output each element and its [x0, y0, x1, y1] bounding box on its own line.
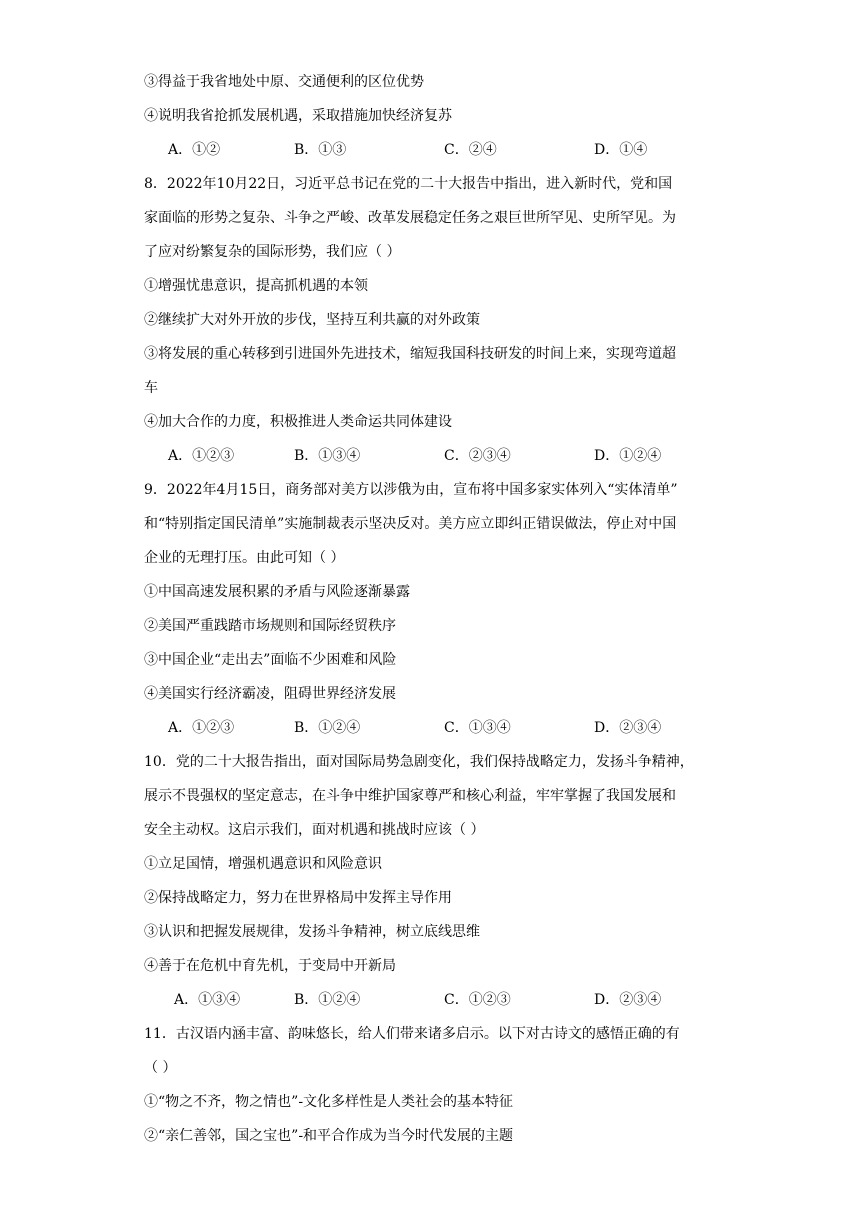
choice-statement: ③认识和把握发展规律，发扬斗争精神，树立底线思维 — [144, 924, 480, 940]
option-d: D．①④ — [594, 142, 648, 158]
text-line: ③得益于我省地处中原、交通便利的区位优势 — [144, 74, 424, 90]
question-text: 8．2022年10月22日，习近平总书记在党的二十大报告中指出，进入新时代，党和国 — [144, 176, 673, 192]
option-a: A．①③④ — [174, 992, 241, 1008]
option-c: C．①②③ — [444, 992, 511, 1008]
choice-statement: 车 — [144, 380, 158, 396]
choice-statement: ③将发展的重心转移到引进国外先进技术，缩短我国科技研发的时间上来，实现弯道超 — [144, 346, 676, 362]
option-c: C．①③④ — [444, 720, 511, 736]
answer-options — [168, 718, 748, 738]
answer-options — [168, 140, 748, 160]
question-text: 展示不畏强权的坚定意志，在斗争中维护国家尊严和核心利益，牢牢掌握了我国发展和 — [144, 788, 676, 804]
option-d: D．①②④ — [594, 448, 662, 464]
question-text: （ ） — [144, 1060, 177, 1076]
choice-statement: ②保持战略定力，努力在世界格局中发挥主导作用 — [144, 890, 452, 906]
answer-options — [174, 990, 754, 1010]
choice-statement: ④加大合作的力度，积极推进人类命运共同体建设 — [144, 414, 452, 430]
choice-statement: ②继续扩大对外开放的步伐，坚持互利共赢的对外政策 — [144, 312, 480, 328]
choice-statement: ③中国企业“走出去”面临不少困难和风险 — [144, 652, 397, 668]
question-text: 和“特别指定国民清单”实施制裁表示坚决反对。美方应立即纠正错误做法，停止对中国 — [144, 516, 677, 532]
question-text: 10．党的二十大报告指出，面对国际局势急剧变化，我们保持战略定力，发扬斗争精神， — [144, 754, 694, 770]
option-d: D．②③④ — [594, 720, 662, 736]
choice-statement: ①立足国情，增强机遇意识和风险意识 — [144, 856, 382, 872]
option-d: D．②③④ — [594, 992, 662, 1008]
option-b: B．①②④ — [294, 992, 361, 1008]
option-a: A．①② — [168, 142, 221, 158]
question-text: 9．2022年4月15日，商务部对美方以涉俄为由，宣布将中国多家实体列入“实体清单” — [144, 482, 678, 498]
question-text: 家面临的形势之复杂、斗争之严峻、改革发展稳定任务之艰巨世所罕见、史所罕见。为 — [144, 210, 676, 226]
option-c: C．②③④ — [444, 448, 511, 464]
question-text: 企业的无理打压。由此可知（ ） — [144, 550, 345, 566]
option-a: A．①②③ — [168, 448, 235, 464]
choice-statement: ②美国严重践踏市场规则和国际经贸秩序 — [144, 618, 396, 634]
choice-statement: ①中国高速发展积累的矛盾与风险逐渐暴露 — [144, 584, 410, 600]
choice-statement: ①增强忧患意识，提高抓机遇的本领 — [144, 278, 368, 294]
option-c: C．②④ — [444, 142, 497, 158]
option-b: B．①③④ — [294, 448, 361, 464]
question-text: 11．古汉语内涵丰富、韵味悠长，给人们带来诸多启示。以下对古诗文的感悟正确的有 — [144, 1026, 680, 1042]
question-text: 安全主动权。这启示我们，面对机遇和挑战时应该（ ） — [144, 822, 485, 838]
choice-statement: ④美国实行经济霸凌，阻碍世界经济发展 — [144, 686, 396, 702]
choice-statement: ④善于在危机中育先机，于变局中开新局 — [144, 958, 396, 974]
answer-options — [168, 446, 748, 466]
choice-statement: ②“亲仁善邻，国之宝也”-和平合作成为当今时代发展的主题 — [144, 1128, 514, 1144]
choice-statement: ①“物之不齐，物之情也”-文化多样性是人类社会的基本特征 — [144, 1094, 514, 1110]
option-a: A．①②③ — [168, 720, 235, 736]
option-b: B．①②④ — [294, 720, 361, 736]
question-text: 了应对纷繁复杂的国际形势，我们应（ ） — [144, 244, 401, 260]
option-b: B．①③ — [294, 142, 347, 158]
text-line: ④说明我省抢抓发展机遇，采取措施加快经济复苏 — [144, 108, 452, 124]
